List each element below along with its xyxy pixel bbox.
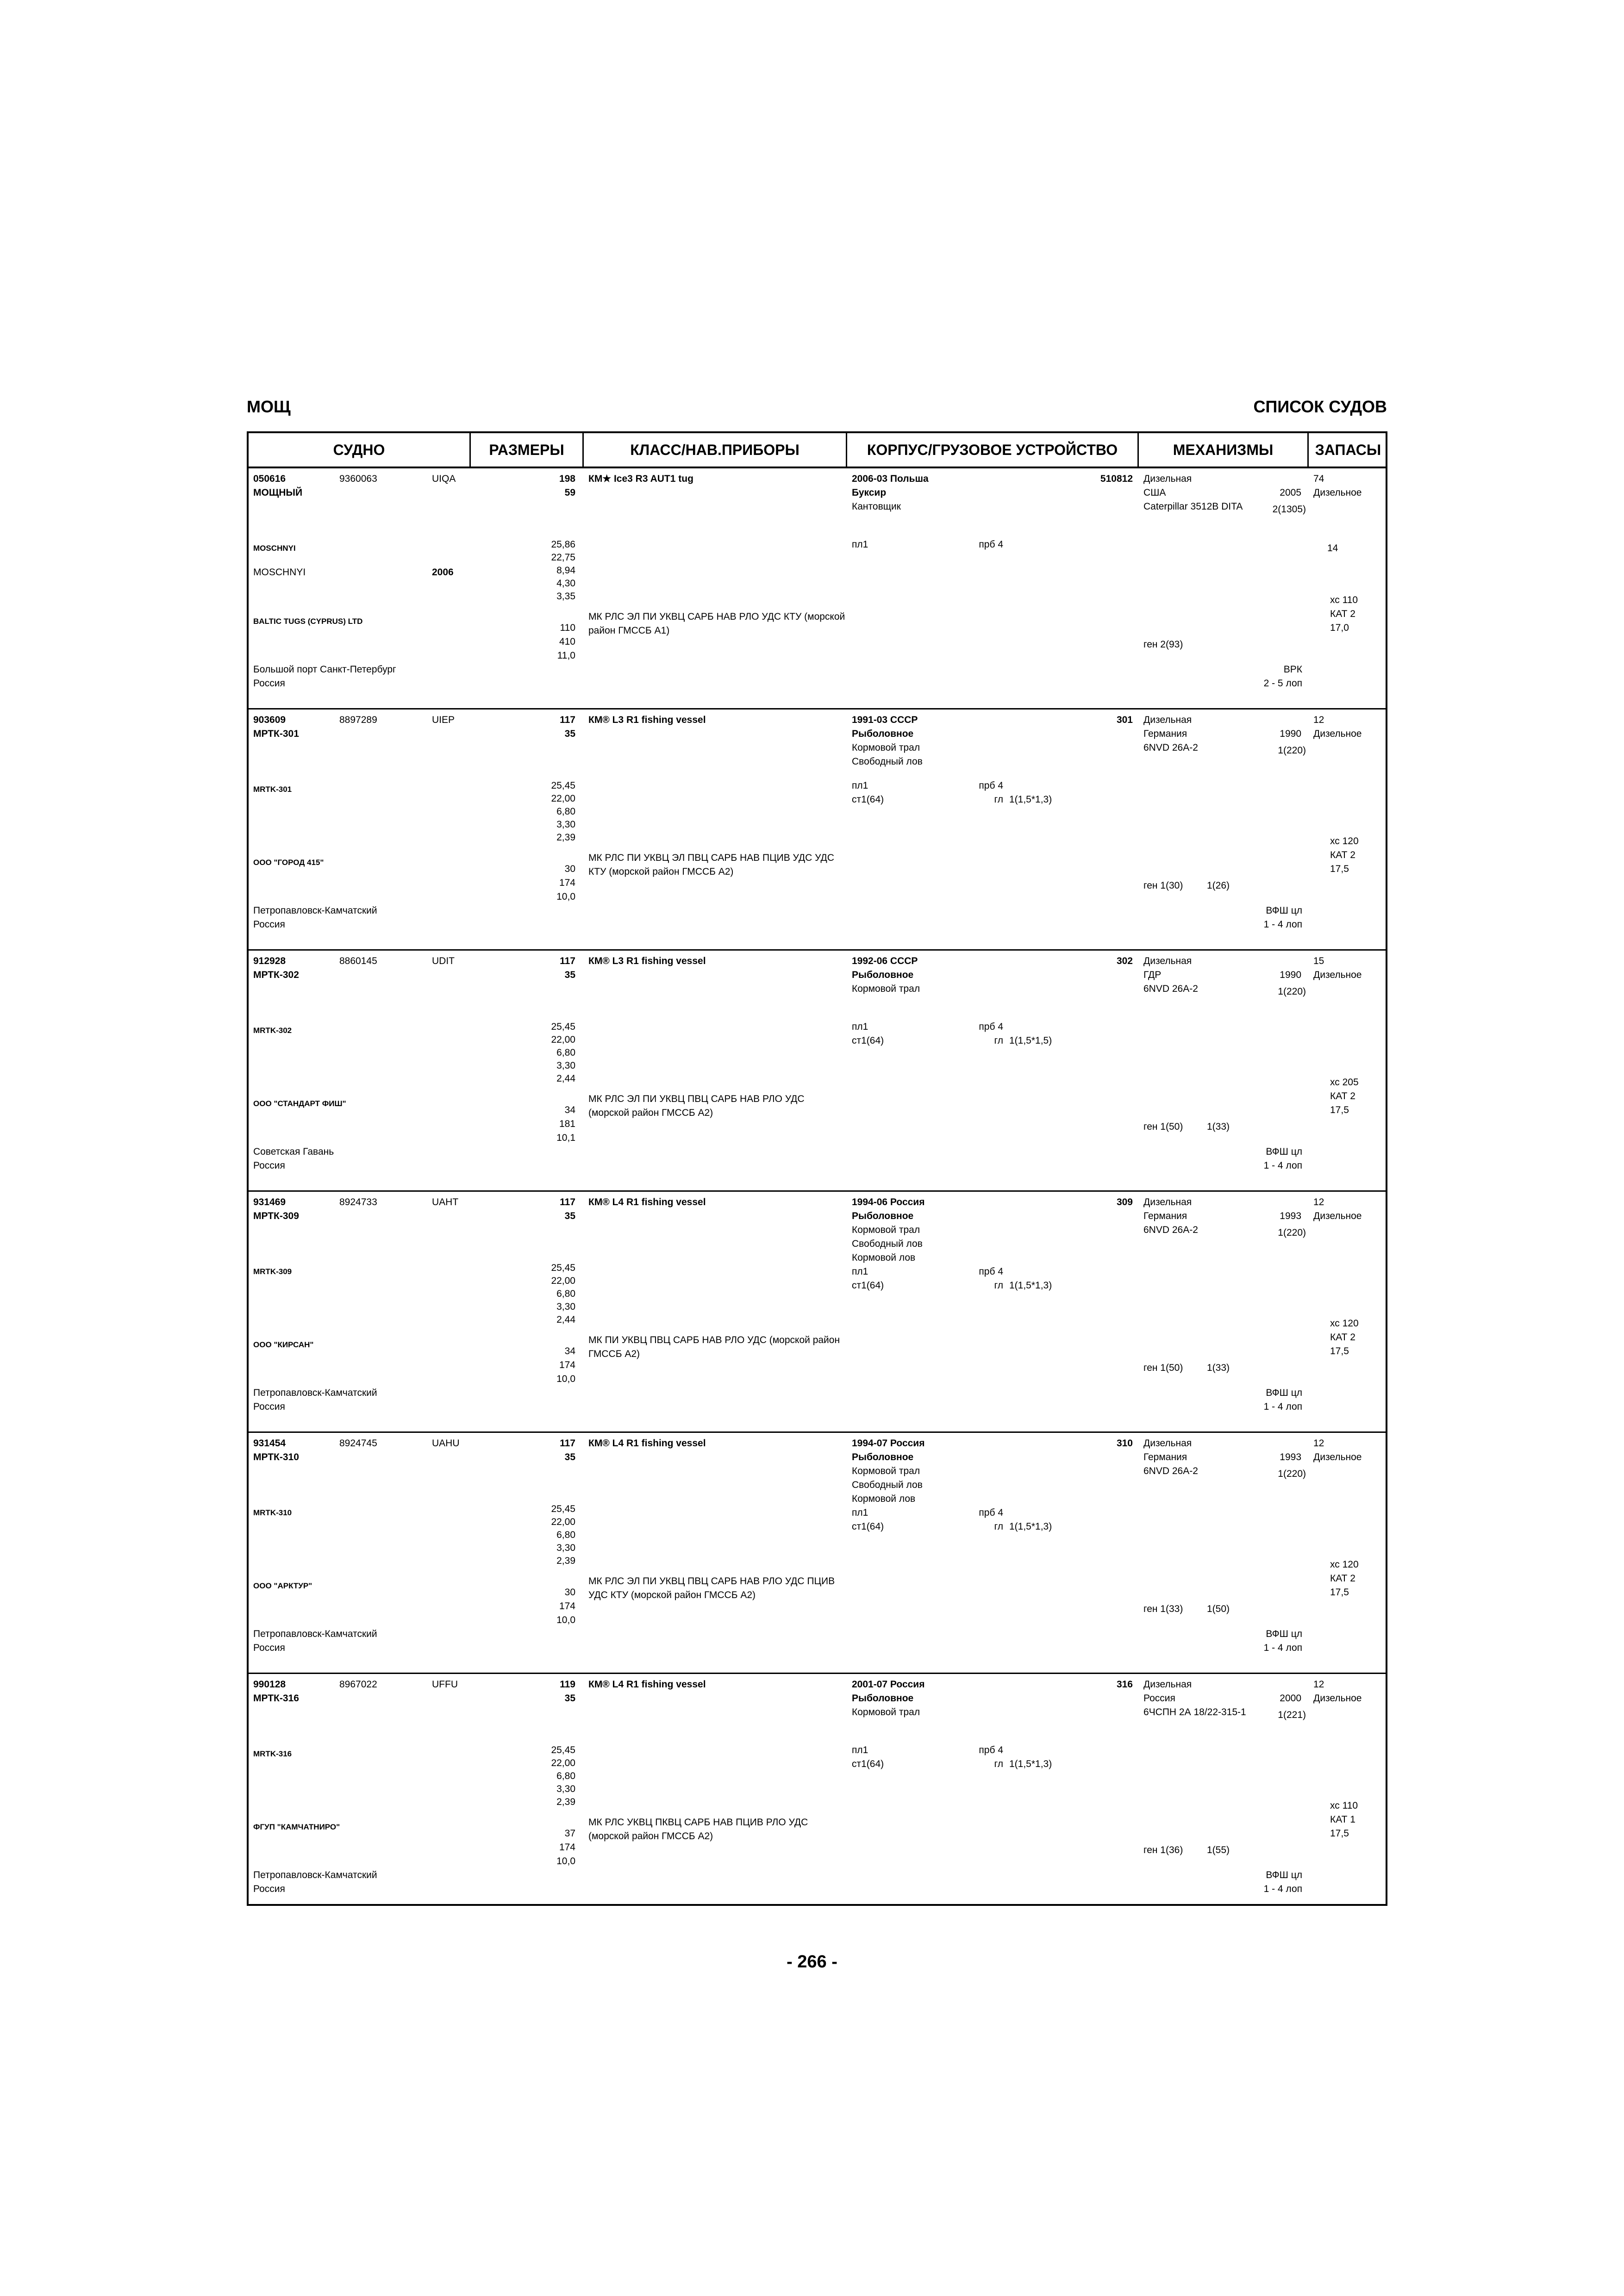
build-year-country: 1994-06 Россия	[852, 1197, 925, 1207]
owner: BALTIC TUGS (CYPRUS) LTD	[253, 617, 363, 626]
navigation-equipment: МК РЛС ЭЛ ПИ УКВЦ ПВЦ САРБ НАВ РЛО УДС (морской район ГМССБ А2)	[588, 1094, 805, 1118]
propeller-type: ВФШ цл	[1266, 1870, 1302, 1880]
vessel-name-latin: MRTK-301	[253, 785, 292, 794]
capacity-value: 110	[560, 622, 575, 633]
supply-value: 12	[1313, 715, 1324, 725]
capacity-value: 30	[564, 1587, 575, 1598]
supply-value: 12	[1313, 1197, 1324, 1207]
generator: ген 1(50)	[1143, 1363, 1183, 1373]
running-header-left: МОЩ	[247, 397, 291, 416]
owner: ООО "АРКТУР"	[253, 1581, 312, 1590]
dimension-value: 2,39	[556, 1556, 575, 1566]
deadweight: 117	[560, 1438, 575, 1449]
capacity-value: 10,1	[556, 1132, 575, 1143]
engine-model: Caterpillar 3512B DITA	[1143, 501, 1243, 512]
vessel-record	[249, 709, 1386, 951]
capacity-value: 11,0	[557, 650, 575, 661]
engine-model: 6NVD 26A-2	[1143, 1466, 1198, 1476]
hull-hold: пл1	[852, 780, 868, 791]
vessel-record	[249, 951, 1386, 1192]
dimension-value: 4,30	[556, 578, 575, 589]
hull-hatch: гл	[994, 1521, 1003, 1532]
imo-number: 9360063	[339, 473, 377, 484]
table-header	[249, 433, 1386, 468]
fuel-type: Дизельное	[1313, 970, 1362, 980]
engine-year: 1993	[1280, 1211, 1301, 1221]
col-header-machinery: МЕХАНИЗМЫ	[1139, 433, 1309, 467]
vessel-name-latin: MOSCHNYI	[253, 544, 296, 553]
capacity-value: 10,0	[556, 891, 575, 902]
dimension-value: 2,39	[556, 1797, 575, 1807]
generator: ген 2(93)	[1143, 639, 1183, 650]
supply-value: хс 110	[1330, 1800, 1358, 1811]
supply-value: 17,5	[1330, 1105, 1349, 1115]
dimension-value: 25,45	[551, 1745, 575, 1755]
capacity-value: 181	[559, 1119, 575, 1129]
deadweight: 119	[560, 1679, 575, 1690]
deadweight: 117	[560, 956, 575, 966]
vessel-purpose: Свободный лов	[852, 756, 923, 767]
hull-hatch: прб 4	[979, 539, 1003, 550]
vessel-type: Буксир	[852, 487, 887, 498]
navigation-equipment: МК РЛС ЭЛ ПИ УКВЦ ПВЦ САРБ НАВ РЛО УДС ПЦИВ УДС КТУ (морской район ГМССБ А2)	[588, 1576, 835, 1600]
port-of-registry: Большой порт Санкт-Петербург	[253, 664, 396, 675]
fuel-type: Дизельное	[1313, 728, 1362, 739]
engine-type: Дизельная	[1143, 473, 1192, 484]
engine-power: 1(220)	[1278, 986, 1306, 997]
vessel-purpose: Кантовщик	[852, 501, 901, 512]
class-notation: КМ® L3 R1 fishing vessel	[588, 715, 706, 725]
registry-number: 050616	[253, 473, 286, 484]
hull-hatch-size: 1(1,5*1,5)	[1009, 1035, 1052, 1046]
vessel-name: МРТК-302	[253, 970, 299, 980]
engine-country: США	[1143, 487, 1166, 498]
supply-value: 12	[1313, 1679, 1324, 1690]
dimension-value: 25,86	[551, 539, 575, 550]
generator-secondary: 1(33)	[1207, 1363, 1230, 1373]
vessel-record	[249, 468, 1386, 709]
supply-value: 17,5	[1330, 1587, 1349, 1598]
owner: ФГУП "КАМЧАТНИРО"	[253, 1823, 340, 1831]
dimension-value: 6,80	[556, 1047, 575, 1058]
supply-value: 14	[1327, 543, 1338, 554]
vessel-type: Рыболовное	[852, 1211, 914, 1221]
supply-value: хс 120	[1330, 1559, 1359, 1570]
call-sign: UDIT	[432, 956, 455, 966]
engine-year: 1990	[1280, 970, 1301, 980]
owner: ООО "КИРСАН"	[253, 1340, 314, 1349]
navigation-equipment: МК РЛС ПИ УКВЦ ЭЛ ПВЦ САРБ НАВ ПЦИВ УДС УДС КТУ (морской район ГМССБ А2)	[588, 852, 834, 877]
gross-tonnage: 35	[564, 970, 575, 980]
capacity-value: 174	[559, 1360, 575, 1370]
supply-value: 17,5	[1330, 864, 1349, 874]
owner: ООО "СТАНДАРТ ФИШ"	[253, 1099, 346, 1108]
hull-hatch-size: 1(1,5*1,3)	[1009, 1521, 1052, 1532]
capacity-value: 174	[559, 1842, 575, 1853]
dimension-value: 2,39	[556, 832, 575, 843]
fuel-type: Дизельное	[1313, 487, 1362, 498]
flag-country: Россия	[253, 678, 285, 689]
capacity-value: 34	[564, 1105, 575, 1115]
yard-number: 510812	[1100, 473, 1133, 484]
vessel-name: МРТК-310	[253, 1452, 299, 1462]
imo-number: 8924733	[339, 1197, 377, 1207]
navigation-equipment: МК ПИ УКВЦ ПВЦ САРБ НАВ РЛО УДС (морской район ГМССБ А2)	[588, 1335, 840, 1359]
hull-hold: пл1	[852, 1021, 868, 1032]
vessel-record	[249, 1674, 1386, 1915]
call-sign: UIQA	[432, 473, 456, 484]
hull-hatch: гл	[994, 1280, 1003, 1291]
vessel-purpose: Кормовой трал	[852, 742, 920, 753]
generator-secondary: 1(50)	[1207, 1604, 1230, 1614]
yard-number: 301	[1116, 715, 1133, 725]
gross-tonnage: 59	[564, 487, 575, 498]
supply-value: КАТ 2	[1330, 1332, 1355, 1343]
class-notation: КМ® L4 R1 fishing vessel	[588, 1679, 706, 1690]
port-of-registry: Петропавловск-Камчатский	[253, 905, 377, 916]
former-name-year: 2006	[432, 567, 454, 578]
vessel-type: Рыболовное	[852, 1693, 914, 1704]
fuel-type: Дизельное	[1313, 1693, 1362, 1704]
deadweight: 117	[560, 715, 575, 725]
propeller-blades: 1 - 4 лоп	[1263, 1401, 1302, 1412]
running-header-right: СПИСОК СУДОВ	[1253, 397, 1387, 416]
capacity-value: 37	[564, 1828, 575, 1839]
propeller-type: ВФШ цл	[1266, 905, 1302, 916]
dimension-value: 6,80	[556, 1530, 575, 1540]
supply-value: КАТ 2	[1330, 609, 1355, 619]
hull-hold: ст1(64)	[852, 1521, 884, 1532]
yard-number: 316	[1116, 1679, 1133, 1690]
supply-value: КАТ 2	[1330, 1573, 1355, 1584]
hull-hold: ст1(64)	[852, 1280, 884, 1291]
registry-number: 931454	[253, 1438, 286, 1449]
dimension-value: 22,00	[551, 793, 575, 804]
capacity-value: 174	[559, 1601, 575, 1612]
capacity-value: 34	[564, 1346, 575, 1356]
engine-power: 1(220)	[1278, 745, 1306, 756]
class-notation: КМ® L4 R1 fishing vessel	[588, 1438, 706, 1449]
vessel-record	[249, 1433, 1386, 1674]
navigation-equipment: МК РЛС ЭЛ ПИ УКВЦ САРБ НАВ РЛО УДС КТУ (морской район ГМССБ А1)	[588, 611, 845, 636]
dimension-value: 3,30	[556, 1060, 575, 1071]
hull-hold: пл1	[852, 539, 868, 550]
hull-hold: ст1(64)	[852, 794, 884, 805]
hull-hold: пл1	[852, 1745, 868, 1755]
dimension-value: 6,80	[556, 806, 575, 817]
dimension-value: 6,80	[556, 1288, 575, 1299]
engine-year: 1993	[1280, 1452, 1301, 1462]
hull-hatch: прб 4	[979, 1266, 1003, 1277]
vessel-purpose: Свободный лов	[852, 1238, 923, 1249]
supply-value: 17,5	[1330, 1346, 1349, 1356]
port-of-registry: Петропавловск-Камчатский	[253, 1870, 377, 1880]
hull-hold: ст1(64)	[852, 1759, 884, 1769]
owner: ООО "ГОРОД 415"	[253, 858, 324, 867]
hull-hatch-size: 1(1,5*1,3)	[1009, 1280, 1052, 1291]
supply-value: хс 120	[1330, 836, 1359, 846]
yard-number: 302	[1116, 956, 1133, 966]
dimension-value: 3,30	[556, 1301, 575, 1312]
supply-value: КАТ 2	[1330, 1091, 1355, 1101]
dimension-value: 25,45	[551, 1021, 575, 1032]
vessel-purpose: Кормовой трал	[852, 1466, 920, 1476]
page-number: - 266 -	[787, 1952, 837, 1972]
call-sign: UAHU	[432, 1438, 460, 1449]
col-header-hull: КОРПУС/ГРУЗОВОЕ УСТРОЙСТВО	[847, 433, 1139, 467]
navigation-equipment: МК РЛС УКВЦ ПКВЦ САРБ НАВ ПЦИВ РЛО УДС (морской район ГМССБ А2)	[588, 1817, 808, 1842]
dimension-value: 25,45	[551, 1263, 575, 1273]
supply-value: хс 205	[1330, 1077, 1359, 1088]
hull-hatch-size: 1(1,5*1,3)	[1009, 1759, 1052, 1769]
hull-hatch: прб 4	[979, 1021, 1003, 1032]
vessel-type: Рыболовное	[852, 728, 914, 739]
engine-power: 1(221)	[1278, 1710, 1306, 1720]
dimension-value: 2,44	[556, 1314, 575, 1325]
gross-tonnage: 35	[564, 1693, 575, 1704]
capacity-value: 174	[559, 877, 575, 888]
dimension-value: 3,30	[556, 819, 575, 830]
capacity-value: 10,0	[556, 1856, 575, 1867]
vessel-name: МОЩНЫЙ	[253, 487, 303, 498]
supply-value: 17,5	[1330, 1828, 1349, 1839]
col-header-class: КЛАСС/НАВ.ПРИБОРЫ	[584, 433, 847, 467]
flag-country: Россия	[253, 919, 285, 930]
engine-country: Германия	[1143, 1452, 1187, 1462]
capacity-value: 10,0	[556, 1374, 575, 1384]
hull-hatch: гл	[994, 1035, 1003, 1046]
dimension-value: 25,45	[551, 780, 575, 791]
call-sign: UFFU	[432, 1679, 458, 1690]
capacity-value: 410	[559, 636, 575, 647]
build-year-country: 1991-03 СССР	[852, 715, 918, 725]
deadweight: 198	[559, 473, 575, 484]
engine-model: 6NVD 26A-2	[1143, 1225, 1198, 1235]
engine-model: 6NVD 26A-2	[1143, 983, 1198, 994]
dimension-value: 6,80	[556, 1771, 575, 1781]
hull-hatch: гл	[994, 794, 1003, 805]
col-header-supplies: ЗАПАСЫ	[1315, 442, 1381, 458]
dimension-value: 22,00	[551, 1276, 575, 1286]
dimension-value: 22,00	[551, 1758, 575, 1768]
vessel-record	[249, 1192, 1386, 1433]
registry-number: 912928	[253, 956, 286, 966]
supply-value: КАТ 2	[1330, 850, 1355, 860]
registry-number: 903609	[253, 715, 286, 725]
engine-type: Дизельная	[1143, 1438, 1192, 1449]
build-year-country: 1994-07 Россия	[852, 1438, 925, 1449]
vessel-purpose: Кормовой трал	[852, 1707, 920, 1717]
propeller-blades: 2 - 5 лоп	[1263, 678, 1302, 689]
supply-value: 74	[1313, 473, 1324, 484]
vessel-type: Рыболовное	[852, 1452, 914, 1462]
propeller-type: ВФШ цл	[1266, 1146, 1302, 1157]
flag-country: Россия	[253, 1884, 285, 1894]
propeller-blades: 1 - 4 лоп	[1263, 1884, 1302, 1894]
fuel-type: Дизельное	[1313, 1452, 1362, 1462]
hull-hatch-size: 1(1,5*1,3)	[1009, 794, 1052, 805]
vessel-purpose: Кормовой лов	[852, 1252, 916, 1263]
imo-number: 8967022	[339, 1679, 377, 1690]
col-header-dimensions: РАЗМЕРЫ	[471, 433, 584, 467]
engine-country: Германия	[1143, 1211, 1187, 1221]
dimension-value: 22,00	[551, 1517, 575, 1527]
generator-secondary: 1(55)	[1207, 1845, 1230, 1855]
vessel-purpose: Кормовой лов	[852, 1493, 916, 1504]
vessel-name-latin: MRTK-310	[253, 1508, 292, 1517]
port-of-registry: Петропавловск-Камчатский	[253, 1388, 377, 1398]
dimension-value: 22,75	[551, 552, 575, 563]
generator: ген 1(30)	[1143, 880, 1183, 891]
call-sign: UAHT	[432, 1197, 459, 1207]
generator: ген 1(33)	[1143, 1604, 1183, 1614]
supply-value: 15	[1313, 956, 1324, 966]
generator: ген 1(36)	[1143, 1845, 1183, 1855]
class-notation: КМ® L4 R1 fishing vessel	[588, 1197, 706, 1207]
dimension-value: 8,94	[556, 565, 575, 576]
engine-model: 6ЧСПН 2А 18/22-315-1	[1143, 1707, 1246, 1717]
engine-year: 1990	[1280, 728, 1301, 739]
dimension-value: 3,30	[556, 1543, 575, 1553]
build-year-country: 2006-03 Польша	[852, 473, 929, 484]
vessel-name: МРТК-316	[253, 1693, 299, 1704]
gross-tonnage: 35	[564, 1452, 575, 1462]
imo-number: 8897289	[339, 715, 377, 725]
hull-hold: пл1	[852, 1266, 868, 1277]
engine-type: Дизельная	[1143, 956, 1192, 966]
yard-number: 309	[1116, 1197, 1133, 1207]
engine-type: Дизельная	[1143, 1197, 1192, 1207]
engine-type: Дизельная	[1143, 715, 1192, 725]
supply-value: хс 120	[1330, 1318, 1359, 1329]
vessel-name: МРТК-309	[253, 1211, 299, 1221]
call-sign: UIEP	[432, 715, 455, 725]
class-notation: КМ® L3 R1 fishing vessel	[588, 956, 706, 966]
propeller-type: ВФШ цл	[1266, 1388, 1302, 1398]
dimension-value: 22,00	[551, 1034, 575, 1045]
propeller-blades: 1 - 4 лоп	[1263, 1643, 1302, 1653]
registry-number: 990128	[253, 1679, 286, 1690]
port-of-registry: Петропавловск-Камчатский	[253, 1629, 377, 1639]
hull-hatch: гл	[994, 1759, 1003, 1769]
vessel-name-latin: MRTK-302	[253, 1026, 292, 1035]
col-header-vessel: СУДНО	[249, 433, 471, 467]
vessel-purpose: Кормовой трал	[852, 1225, 920, 1235]
supply-value: 17,0	[1330, 622, 1349, 633]
capacity-value: 30	[564, 864, 575, 874]
supply-value: КАТ 1	[1330, 1814, 1355, 1825]
engine-power: 1(220)	[1278, 1227, 1306, 1238]
engine-year: 2005	[1280, 487, 1301, 498]
supply-value: хс 110	[1330, 595, 1358, 605]
hull-hatch: прб 4	[979, 1507, 1003, 1518]
hull-hold: пл1	[852, 1507, 868, 1518]
deadweight: 117	[560, 1197, 575, 1207]
vessel-name-latin: MRTK-309	[253, 1267, 292, 1276]
hull-hatch: прб 4	[979, 780, 1003, 791]
hull-hold: ст1(64)	[852, 1035, 884, 1046]
engine-country: ГДР	[1143, 970, 1162, 980]
registry-number: 931469	[253, 1197, 286, 1207]
propeller-type: ВРК	[1283, 664, 1302, 675]
gross-tonnage: 35	[564, 728, 575, 739]
vessel-name-latin: MRTK-316	[253, 1749, 292, 1758]
build-year-country: 2001-07 Россия	[852, 1679, 925, 1690]
ship-register-table	[247, 431, 1387, 1906]
engine-year: 2000	[1280, 1693, 1301, 1704]
engine-type: Дизельная	[1143, 1679, 1192, 1690]
imo-number: 8860145	[339, 956, 377, 966]
propeller-blades: 1 - 4 лоп	[1263, 1160, 1302, 1171]
hull-hatch: прб 4	[979, 1745, 1003, 1755]
propeller-type: ВФШ цл	[1266, 1629, 1302, 1639]
flag-country: Россия	[253, 1160, 285, 1171]
dimension-value: 25,45	[551, 1504, 575, 1514]
engine-model: 6NVD 26A-2	[1143, 742, 1198, 753]
propeller-blades: 1 - 4 лоп	[1263, 919, 1302, 930]
build-year-country: 1992-06 СССР	[852, 956, 918, 966]
dimension-value: 3,30	[556, 1784, 575, 1794]
generator-secondary: 1(26)	[1207, 880, 1230, 891]
vessel-name: МРТК-301	[253, 728, 299, 739]
engine-country: Германия	[1143, 728, 1187, 739]
fuel-type: Дизельное	[1313, 1211, 1362, 1221]
capacity-value: 10,0	[556, 1615, 575, 1625]
generator-secondary: 1(33)	[1207, 1121, 1230, 1132]
supply-value: 12	[1313, 1438, 1324, 1449]
engine-power: 2(1305)	[1272, 504, 1306, 515]
former-name: MOSCHNYI	[253, 567, 306, 578]
vessel-purpose: Кормовой трал	[852, 983, 920, 994]
flag-country: Россия	[253, 1643, 285, 1653]
yard-number: 310	[1116, 1438, 1133, 1449]
gross-tonnage: 35	[564, 1211, 575, 1221]
generator: ген 1(50)	[1143, 1121, 1183, 1132]
flag-country: Россия	[253, 1401, 285, 1412]
engine-country: Россия	[1143, 1693, 1175, 1704]
imo-number: 8924745	[339, 1438, 377, 1449]
port-of-registry: Советская Гавань	[253, 1146, 334, 1157]
vessel-purpose: Свободный лов	[852, 1480, 923, 1490]
vessel-type: Рыболовное	[852, 970, 914, 980]
dimension-value: 3,35	[556, 591, 575, 602]
dimension-value: 2,44	[556, 1073, 575, 1084]
class-notation: КМ★ Ice3 R3 AUT1 tug	[588, 473, 693, 484]
engine-power: 1(220)	[1278, 1468, 1306, 1479]
